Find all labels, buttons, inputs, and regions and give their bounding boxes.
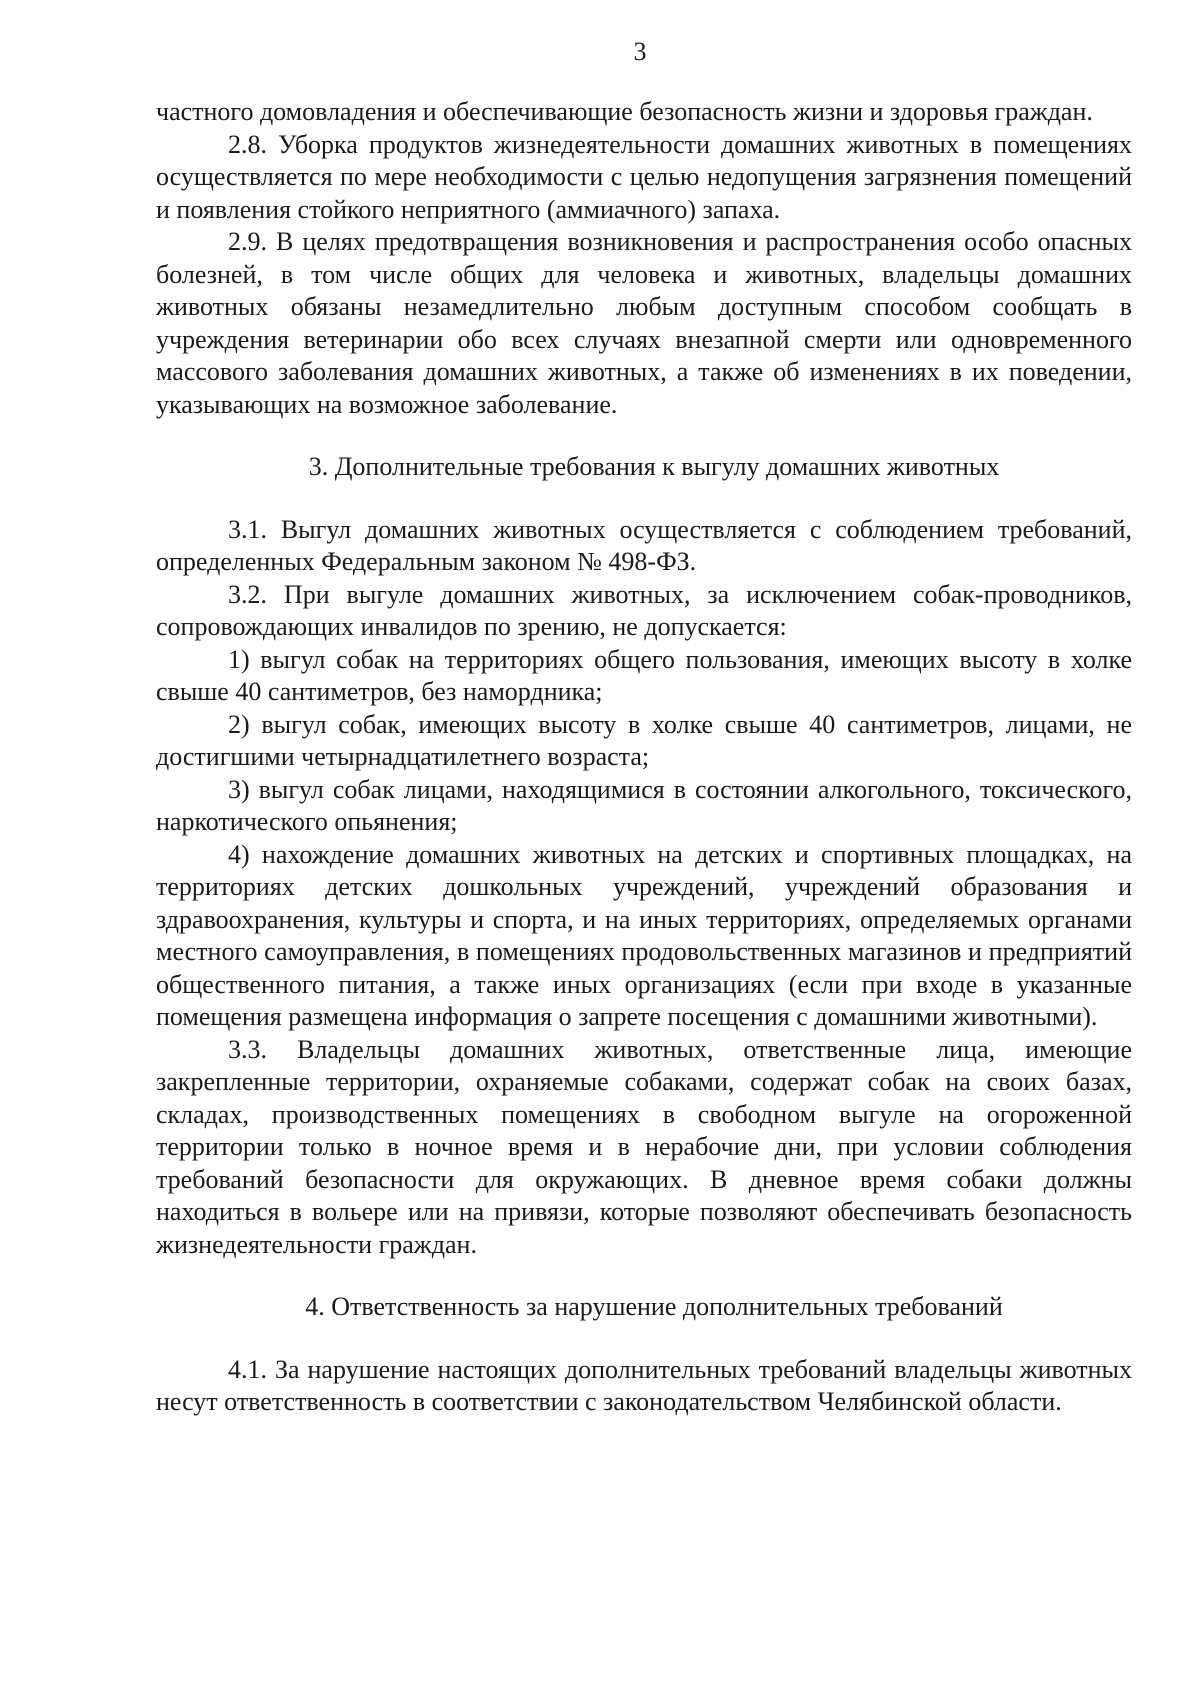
list-item-2: 2) выгул собак, имеющих высоту в холке свыше 40 сантиметров, лицами, не достигшими четырнадцатилетнего возраста; [156,709,1132,771]
paragraph-2-8: 2.8. Уборка продуктов жизнедеятельности домашних животных в помещениях осуществляется по мере необходимости с целью недопущения загрязнения помещений и появления стойкого неприятного (аммиачного) запаха. [156,129,1132,224]
section-heading-3: 3. Дополнительные требования к выгулу домашних животных [308,452,1000,481]
paragraph-continuation: частного домовладения и обеспечивающие безопасность жизни и здоровья граждан. [156,97,1093,126]
document-body [156,96,1132,1419]
section-heading-4: 4. Ответственность за нарушение дополнительных требований [305,1292,1003,1321]
paragraph-3-3: 3.3. Владельцы домашних животных, ответственные лица, имеющие закрепленные территории, охраняемые собаками, содержат собак на своих базах, складах, производственных помещениях в свободном выгуле на огороженной территории только в ночное время и в нерабочие дни, при условии соблюдения требований безопасности для окружающих. В дневное время собаки должны находиться в вольере или на привязи, которые позволяют обеспечивать безопасность жизнедеятельности граждан. [156,1034,1132,1259]
list-item-3: 3) выгул собак лицами, находящимися в состоянии алкогольного, токсического, наркотического опьянения; [156,774,1132,836]
paragraph-2-9: 2.9. В целях предотвращения возникновения и распространения особо опасных болезней, в том числе общих для человека и животных, владельцы домашних животных обязаны незамедлительно любым доступным способом сообщать в учреждения ветеринарии обо всех случаях внезапной смерти или одновременного массового заболевания домашних животных, а также об изменениях в их поведении, указывающих на возможное заболевание. [156,227,1132,419]
page-number: 3 [633,37,647,66]
list-item-1: 1) выгул собак на территориях общего пользования, имеющих высоту в холке свыше 40 сантиметров, без намордника; [156,644,1132,706]
paragraph-3-2: 3.2. При выгуле домашних животных, за исключением собак-проводников, сопровождающих инвалидов по зрению, не допускается: [156,579,1132,641]
paragraph-4-1: 4.1. За нарушение настоящих дополнительных требований владельцы животных несут ответственность в соответствии с законодательством Челябинской области. [156,1354,1132,1416]
paragraph-3-1: 3.1. Выгул домашних животных осуществляется с соблюдением требований, определенных Федеральным законом № 498-ФЗ. [156,514,1132,576]
list-item-4: 4) нахождение домашних животных на детских и спортивных площадках, на территориях детских дошкольных учреждений, учреждений образования и здравоохранения, культуры и спорта, и на иных территориях, определяемых органами местного самоуправления, в помещениях продовольственных магазинов и предприятий общественного питания, а также иных организациях (если при входе в указанные помещения размещена информация о запрете посещения с домашними животными). [156,839,1132,1031]
